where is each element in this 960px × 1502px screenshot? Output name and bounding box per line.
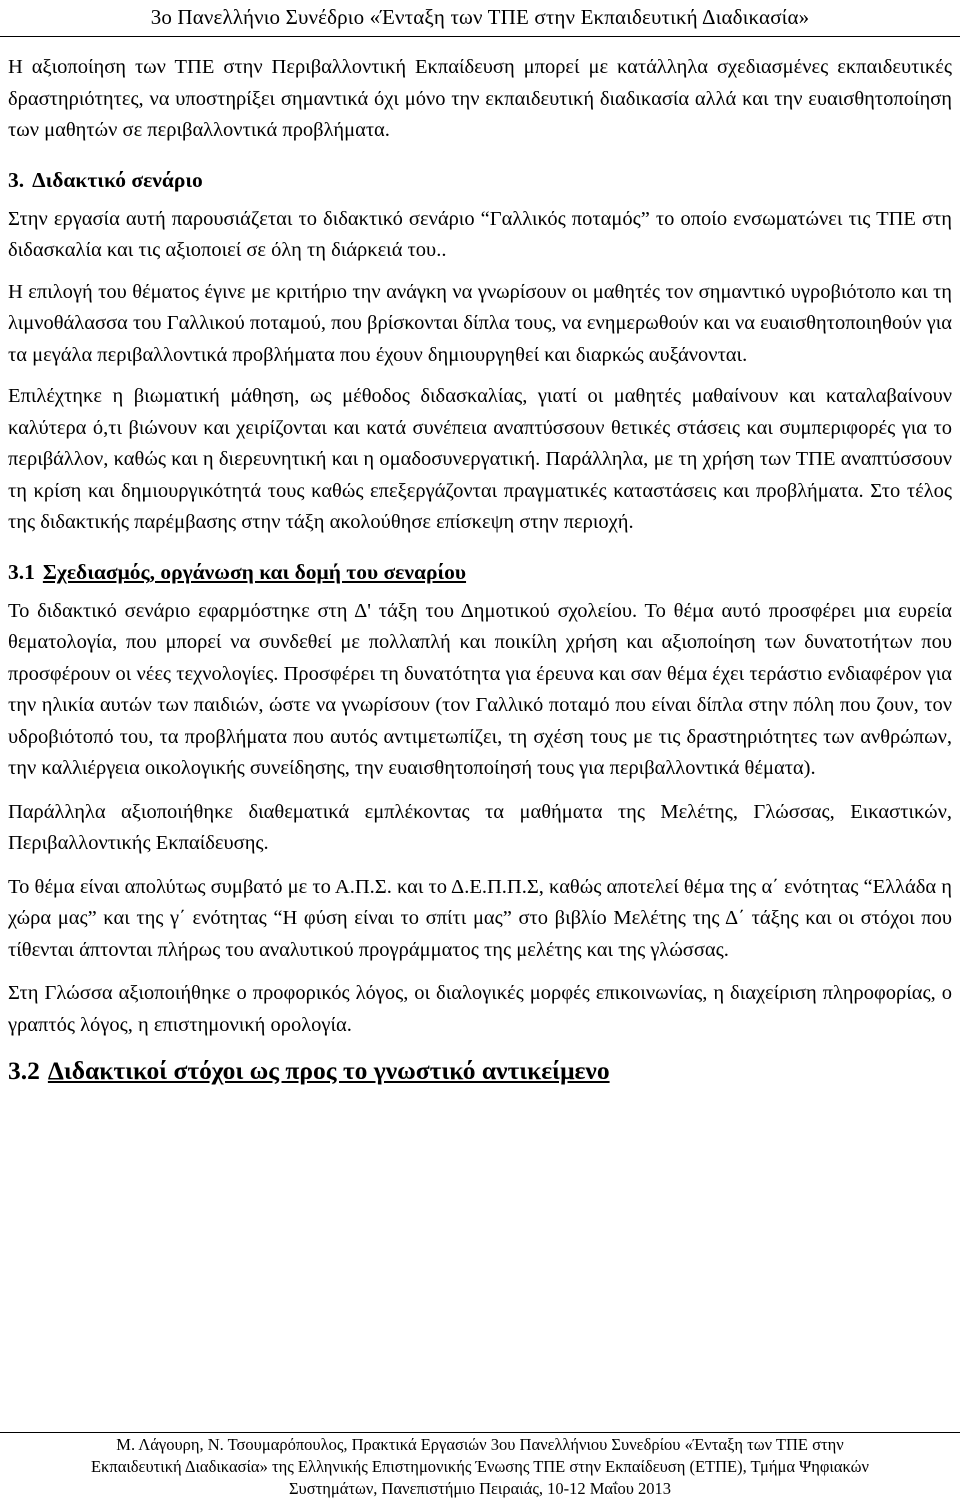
paragraph: Η επιλογή του θέματος έγινε με κριτήριο την ανάγκη να γνωρίσουν οι μαθητές τον σημαντικό υγροβιότοπο και τη λιμνοθάλασσα του Γαλλικού ποταμού, που βρίσκονται δίπλα τους, να ενημερωθούν και να ευαισθητοποιηθούν για τα μεγάλα περιβαλλοντικά προβλήματα που έχουν δημιουργηθεί και διαρκώς αυξάνονται. bbox=[8, 280, 952, 366]
footer-divider bbox=[0, 1432, 960, 1433]
section-3-heading bbox=[8, 165, 952, 196]
paragraph: Παράλληλα αξιοποιήθηκε διαθεματικά εμπλέκοντας τα μαθήματα της Μελέτης, Γλώσσας, Εικαστικών, Περιβαλλοντικής Εκπαίδευσης. bbox=[8, 800, 952, 854]
section-title: Διδακτικοί στόχοι ως προς το γνωστικό αντικείμενο bbox=[47, 1056, 610, 1085]
section-number: 3.2 bbox=[8, 1056, 40, 1085]
page-body bbox=[8, 52, 952, 1094]
section-title: Διδακτικό σενάριο bbox=[32, 167, 203, 192]
section-number: 3. bbox=[8, 167, 25, 192]
paragraph: Το διδακτικό σενάριο εφαρμόστηκε στη Δ' τάξη του Δημοτικού σχολείου. Το θέμα αυτό προσφέρει μια ευρεία θεματολογία, που μπορεί να συνδεθεί με πολλαπλή και ποικίλη χρήση και αξιοποίηση των δυνατοτήτων που προσφέρουν οι νέες τεχνολογίες. Προσφέρει τη δυνατότητα για έρευνα και σαν θέμα έχει τεράστιο ενδιαφέρον για την ηλικία αυτών των παιδιών, ώστε να γνωρίσουν (τον Γαλλικό ποταμό που είναι δίπλα στην πόλη που ζουν, τον υδροβιότοπό του, τα προβλήματα που αυτός αντιμετωπίζει, τη σχέση τους με τις δραστηριότητες των ανθρώπων, την καλλιέργεια οικολογικής συνείδησης, την ευαισθητοποίησή τους για περιβαλλοντικά θέματα). bbox=[8, 599, 952, 779]
running-title: 3ο Πανελλήνιο Συνέδριο «Ένταξη των ΤΠΕ στην Εκπαιδευτική Διαδικασία» bbox=[150, 5, 810, 29]
header-divider bbox=[0, 36, 960, 37]
intro-paragraph: Η αξιοποίηση των ΤΠΕ στην Περιβαλλοντική Εκπαίδευση μπορεί με κατάλληλα σχεδιασμένες εκπαιδευτικές δραστηριότητες, να υποστηρίξει σημαντικά όχι μόνο την εκπαιδευτική διαδικασία αλλά και την ευαισθητοποίηση των μαθητών σε περιβαλλοντικά προβλήματα. bbox=[8, 56, 952, 141]
section-3-2-heading bbox=[8, 1055, 952, 1086]
paragraph: Το θέμα είναι απολύτως συμβατό με το Α.Π.Σ. και το Δ.Ε.Π.Π.Σ, καθώς αποτελεί θέμα της α΄ ενότητας “Ελλάδα η χώρα μας” και της γ΄ ενότητας “Η φύση είναι το σπίτι μας” στο βιβλίο Μελέτης της Δ΄ τάξης και οι στόχοι που τίθενται άπτονται πλήρως του αναλυτικού προγράμματος της μελέτης και της γλώσσας. bbox=[8, 875, 952, 961]
footer-line: Μ. Λάγουρη, Ν. Τσουμαρόπουλος, Πρακτικά Εργασιών 3ου Πανελλήνιου Συνεδρίου «Ένταξη των ΤΠΕ στην bbox=[116, 1435, 844, 1454]
paragraph: Στην εργασία αυτή παρουσιάζεται το διδακτικό σενάριο “Γαλλικός ποταμός” το οποίο ενσωματώνει τις ΤΠΕ στη διδασκαλία και τις αξιοποιεί σε όλη τη διάρκειά του.. bbox=[8, 207, 952, 261]
footer-line: Συστημάτων, Πανεπιστήμιο Πειραιάς, 10-12 Μαΐου 2013 bbox=[288, 1479, 672, 1498]
paragraph: Στη Γλώσσα αξιοποιήθηκε ο προφορικός λόγος, οι διαλογικές μορφές επικοινωνίας, η διαχείριση πληροφορίας, ο γραπτός λόγος, η επιστημονική ορολογία. bbox=[8, 982, 952, 1036]
page-footer bbox=[0, 1434, 960, 1500]
running-header bbox=[0, 2, 960, 32]
paragraph: Επιλέχτηκε η βιωματική μάθηση, ως μέθοδος διδασκαλίας, γιατί οι μαθητές μαθαίνουν και καταλαβαίνουν καλύτερα ό,τι βιώνουν και χειρίζονται και κατά συνέπεια αναπτύσσουν θετικές στάσεις και συμπεριφορές για το περιβάλλον, καθώς και η διερευνητική και η ομαδοσυνεργατική. Παράλληλα, με τη χρήση των ΤΠΕ αναπτύσσουν τη κρίση και δημιουργικότητά τους καθώς επεξεργάζονται πραγματικές καταστάσεις και προβλήματα. Στο τέλος της διδακτικής παρέμβασης στην τάξη ακολούθησε επίσκεψη στην περιοχή. bbox=[8, 385, 952, 533]
footer-line: Εκπαιδευτική Διαδικασία» της Ελληνικής Επιστημονικής Ένωσης ΤΠΕ στην Εκπαίδευση (ΕΤΠΕ), Τμήμα Ψηφιακών bbox=[90, 1457, 870, 1476]
section-title: Σχεδιασμός, οργάνωση και δομή του σεναρίου bbox=[42, 559, 467, 584]
section-3-1-heading bbox=[8, 557, 952, 588]
section-number: 3.1 bbox=[8, 559, 35, 584]
